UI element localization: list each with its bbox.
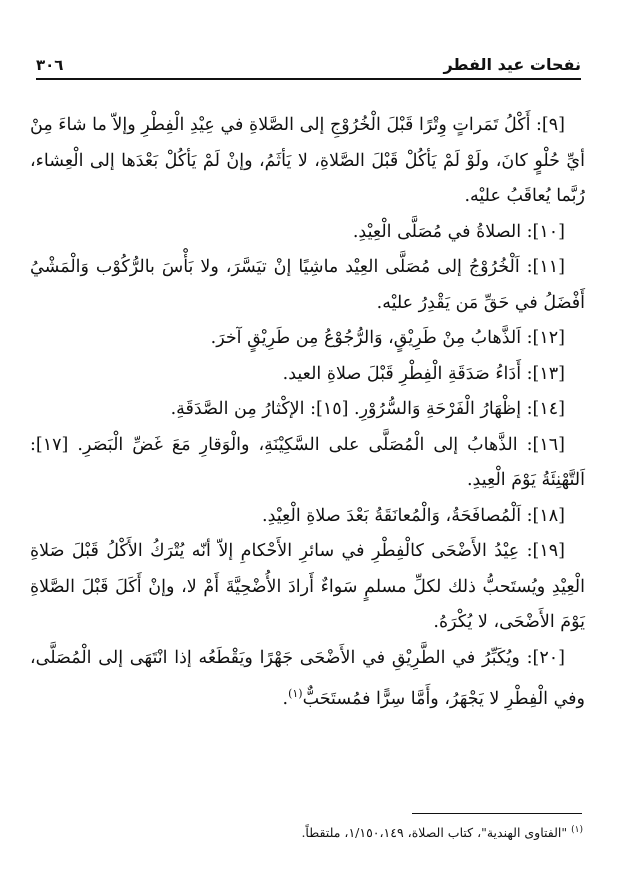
paragraph-items-16-17: [١٦]: الذَّهابُ إلى الْمُصَلَّى على السَّكِيْنَةِ، والْوَقارِ مَعَ غَضِّ الْبَصَرِ. [١٧]: اَلتَّهْنِئَةُ يَوْمَ الْعِيدِ. — [30, 434, 585, 490]
footnote-marker: (١) — [571, 825, 583, 835]
body-text — [30, 108, 585, 717]
paragraph-item-11: [١١]: اَلْخُرُوْجُ إلى مُصَلَّى العِيْد ماشِيًا إنْ تيَسَّرَ، ولا بَأْسَ بالرُّكُوْب وَالْمَشْيُ أَفْضَلُ في حَقِّ مَن يَقْدِرُ عليْه. — [30, 257, 585, 313]
running-title: نفحات عيد الفطر — [443, 55, 581, 74]
paragraph-item-12: [١٢]: اَلذَّهابُ مِنْ طَرِيْقٍ، وَالرُّجُوْعُ مِن طَرِيْقٍ آخرَ. — [210, 328, 565, 348]
header-divider — [36, 78, 581, 80]
page-number: ٣٠٦ — [36, 56, 64, 74]
footnote-divider — [412, 813, 582, 814]
paragraph-item-20-text: [٢٠]: ويُكَبِّرُ في الطَّرِيْقِ في الأَضْحَى جَهْرًا ويَقْطَعُه إذا انْتَهَى إلى الْمُصَلَّى، وفي الْفِطْرِ لا يَجْهَرُ، وأَمَّا سِرًّا فمُستَحَبٌّ — [30, 647, 585, 709]
page-header — [36, 44, 581, 74]
paragraph-item-20 — [30, 641, 585, 718]
paragraph-item-18: [١٨]: اَلْمُصافَحَةُ، وَالْمُعانَقَةُ بَعْدَ صلاةِ الْعِيْدِ. — [262, 505, 565, 526]
footnote — [30, 820, 583, 843]
footnote-text: "الفتاوى الهندية"، كتاب الصلاة، ١/١٥٠،١٤٩، ملتقطاً. — [301, 825, 568, 841]
paragraph-item-20-end: . — [282, 688, 289, 709]
paragraph-item-9: [٩]: أَكْلُ تَمَراتٍ وِتْرًا قَبْلَ الْخُرُوْجِ إلى الصَّلاةِ في عِيْدِ الْفِطْرِ وإلاّ ما شاءَ مِنْ أيِّ حُلْوٍ كانَ، ولَوْ لَمْ يَأكُلْ قَبْلَ الصَّلاةِ، لا يَأثَمُ، وإنْ لَمْ يَأكُلْ بَعْدَها إلى الْعِشاء، رُبَّما يُعاقَبُ عليْه. — [30, 115, 585, 206]
footnote-reference: (١) — [288, 687, 303, 700]
paragraph-item-10: [١٠]: الصلاةُ في مُصَلَّى الْعِيْدِ. — [352, 221, 565, 242]
paragraph-items-14-15: [١٤]: إظْهَارُ الْفَرْحَةِ وَالسُّرُوْرِ. [١٥]: الإكْثارُ مِن الصَّدَقَةِ. — [170, 399, 565, 419]
paragraph-item-13: [١٣]: أَدَاءُ صَدَقَةِ الْفِطْرِ قَبْلَ صلاةِ العيد. — [282, 363, 565, 384]
paragraph-item-19: [١٩]: عِيْدُ الأَضْحَى كالْفِطْرِ في سائرِ الأَحْكامِ إلاّ أنّه يُتْرَكُ الأَكْلُ قَبْلَ صَلاةِ الْعِيْدِ ويُستَحبُّ ذلك لكلِّ مسلمٍ سَواءٌ أَرادَ الأُضْحِيَّةَ أَمْ لا، وإنْ أَكَلَ قَبْلَ الصَّلاةِ يَوْمَ الأَضْحَى، لا يُكْرَهُ. — [30, 541, 585, 632]
